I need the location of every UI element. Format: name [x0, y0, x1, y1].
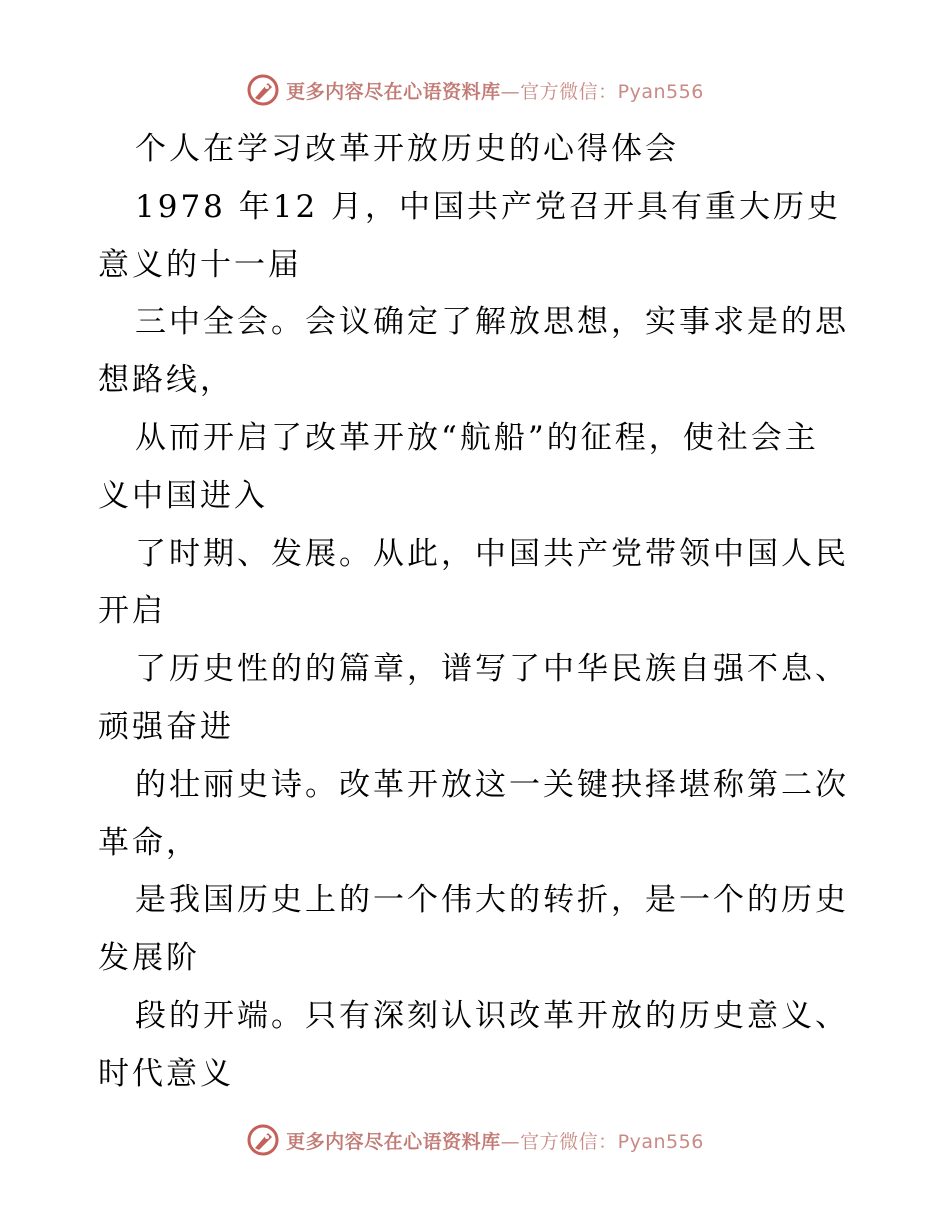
- paragraph-line: 从而开启了改革开放“航船”的征程，使社会主: [135, 419, 819, 456]
- paragraph-line: 顽强奋进: [98, 708, 234, 745]
- pen-nib-circle-icon: [246, 73, 280, 107]
- footer-watermark: [0, 1120, 950, 1160]
- paragraph-line: 时代意义: [98, 1055, 234, 1092]
- paragraph-line: 了时期、发展。从此，中国共产党带领中国人民: [135, 535, 849, 572]
- header-watermark: [0, 70, 950, 110]
- paragraph-line: 想路线，: [98, 362, 234, 399]
- paragraph-line: 义中国进入: [98, 477, 268, 514]
- pen-nib-circle-icon: [246, 1123, 280, 1157]
- paragraph-line: 开启: [98, 593, 166, 630]
- watermark-text: 更多内容尽在心语资料库—官方微信：Pyan556: [286, 1130, 704, 1153]
- document-title: 个人在学习改革开放历史的心得体会: [135, 131, 679, 167]
- paragraph-line: 三中全会。会议确定了解放思想，实事求是的思: [135, 304, 849, 341]
- paragraph-line: 是我国历史上的一个伟大的转折，是一个的历史: [135, 882, 849, 919]
- paragraph-line: 了历史性的的篇章，谱写了中华民族自强不息、: [135, 651, 849, 688]
- paragraph-line: 1978 年12 月，中国共产党召开具有重大历史: [135, 188, 842, 225]
- paragraph-line: 发展阶: [98, 940, 200, 977]
- paragraph-line: 意义的十一届: [98, 246, 302, 283]
- paragraph-line: 段的开端。只有深刻认识改革开放的历史意义、: [135, 997, 849, 1034]
- watermark-text: 更多内容尽在心语资料库—官方微信：Pyan556: [286, 80, 704, 103]
- paragraph-line: 革命，: [98, 824, 200, 861]
- paragraph-line: 的壮丽史诗。改革开放这一关键抉择堪称第二次: [135, 766, 849, 803]
- document-body: [98, 121, 858, 1104]
